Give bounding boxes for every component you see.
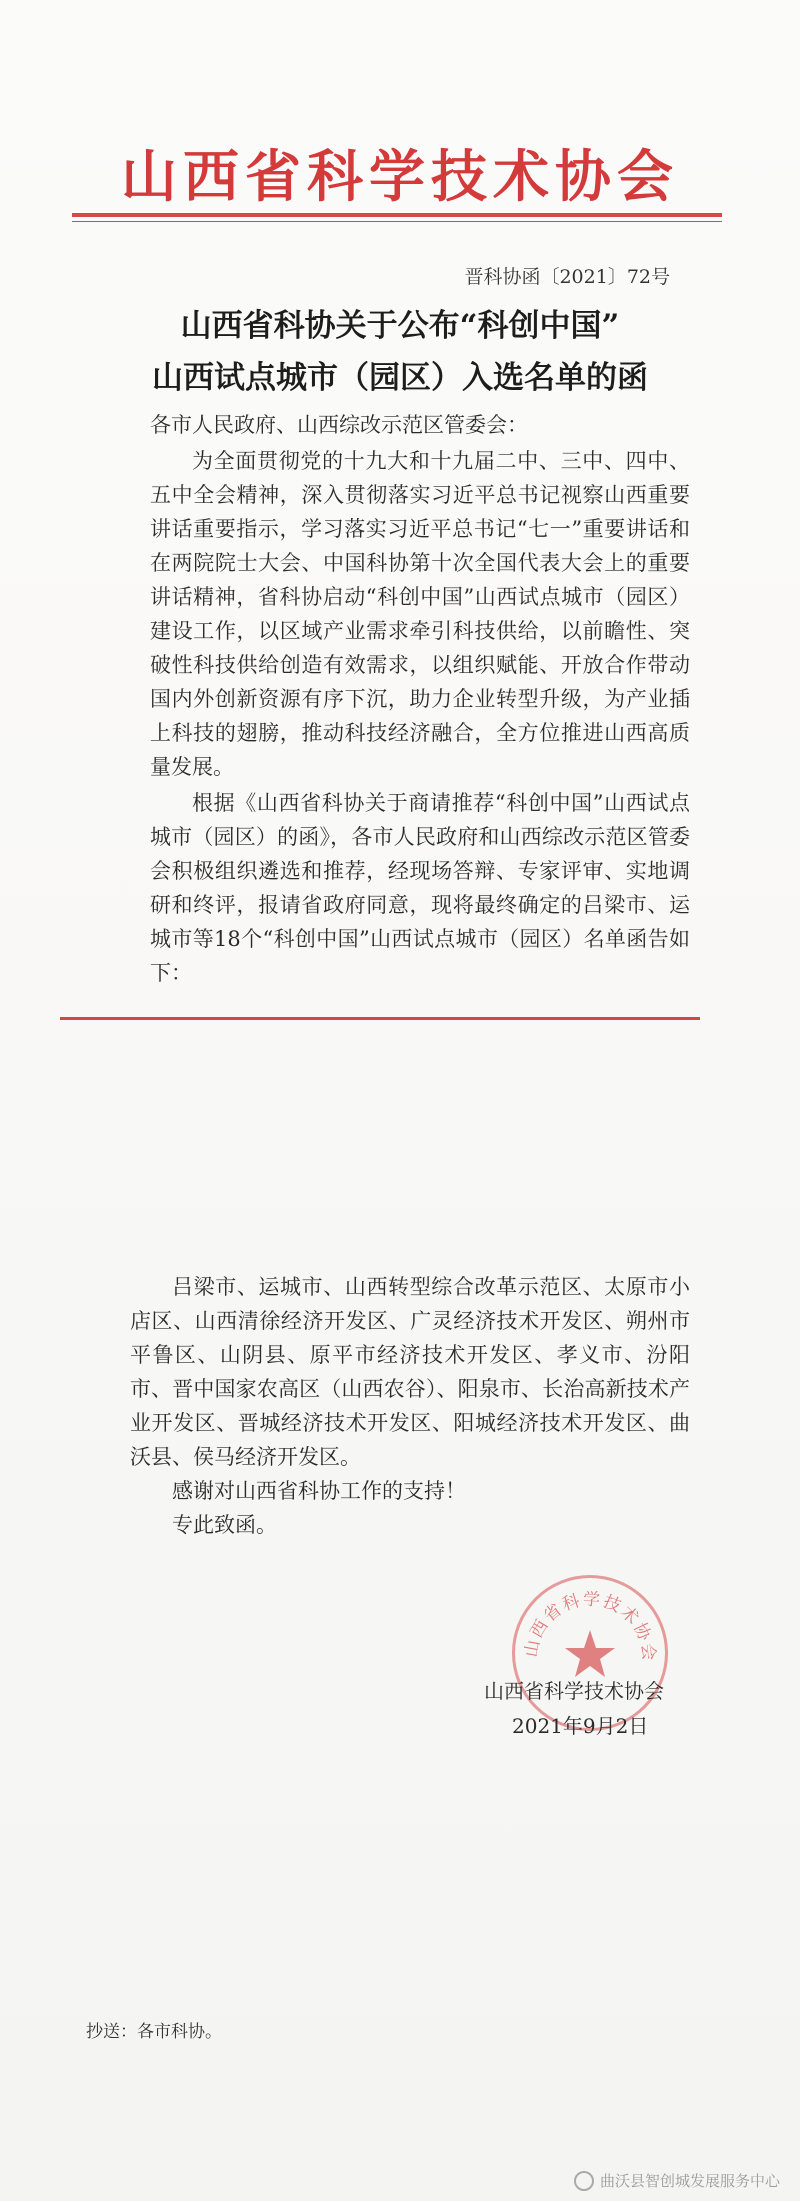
watermark-text: 曲沃县智创城发展服务中心: [599, 2172, 780, 2190]
org-header-title: 山西省科学技术协会: [121, 145, 679, 210]
document-title: [0, 300, 800, 404]
seal-graphic: [515, 1578, 665, 1728]
watermark: [574, 2170, 780, 2191]
seal-star-icon: [565, 1630, 615, 1677]
document-number: 晋科协函〔2021〕72号: [464, 266, 670, 288]
salutation: 各市人民政府、山西综改示范区管委会：: [150, 413, 528, 437]
seal-text: 山西省科学技术协会: [521, 1589, 659, 1664]
wechat-icon: [574, 2171, 594, 2191]
body-paragraph: 为全面贯彻党的十九大和十九届二中、三中、四中、五中全会精神，深入贯彻落实习近平总书记视察山西重要讲话重要指示，学习落实习近平总书记“七一”重要讲话和在两院院士大会、中国科协第十次全国代表大会上的重要讲话精神，省科协启动“科创中国”山西试点城市（园区）建设工作，以区域产业需求牵引科技供给，以前瞻性、突破性科技供给创造有效需求，以组织赋能、开放合作带动国内外创新资源有序下沉，助力企业转型升级，为产业插上科技的翅膀，推动科技经济融合，全方位推进山西高质量发展。: [150, 449, 690, 779]
official-seal: [512, 1575, 668, 1731]
page-red-rule: [60, 1017, 700, 1020]
header-red-rule-thin: [72, 221, 722, 222]
city-list-section: [130, 1270, 690, 1542]
closing-paragraph: 专此致函。: [172, 1513, 277, 1537]
title-line-2: 山西试点城市（园区）入选名单的函: [152, 360, 648, 396]
body-paragraph: 根据《山西省科协关于商请推荐“科创中国”山西试点城市（园区）的函》，各市人民政府和山西综改示范区管委会积极组织遴选和推荐，经现场答辩、专家评审、实地调研和终评，报请省政府同意，现将最终确定的吕梁市、运城市等18个“科创中国”山西试点城市（园区）名单函告如下：: [150, 791, 690, 985]
thanks-paragraph: 感谢对山西省科协工作的支持！: [172, 1479, 466, 1503]
document-body: [150, 408, 690, 992]
header-red-rule: [72, 213, 722, 217]
city-list-paragraph: 吕梁市、运城市、山西转型综合改革示范区、太原市小店区、山西清徐经济开发区、广灵经济技术开发区、朔州市平鲁区、山阴县、原平市经济技术开发区、孝义市、汾阳市、晋中国家农高区（山西农谷）、阳泉市、长治高新技术产业开发区、晋城经济技术开发区、阳城经济技术开发区、曲沃县、侯马经济开发区。: [130, 1275, 690, 1469]
signature-org: 山西省科学技术协会: [484, 1679, 664, 1703]
cc-line: 抄送：各市科协。: [86, 2022, 222, 2042]
signature-date: 2021年9月2日: [512, 1714, 649, 1738]
title-line-1: 山西省科协关于公布“科创中国”: [180, 308, 620, 344]
